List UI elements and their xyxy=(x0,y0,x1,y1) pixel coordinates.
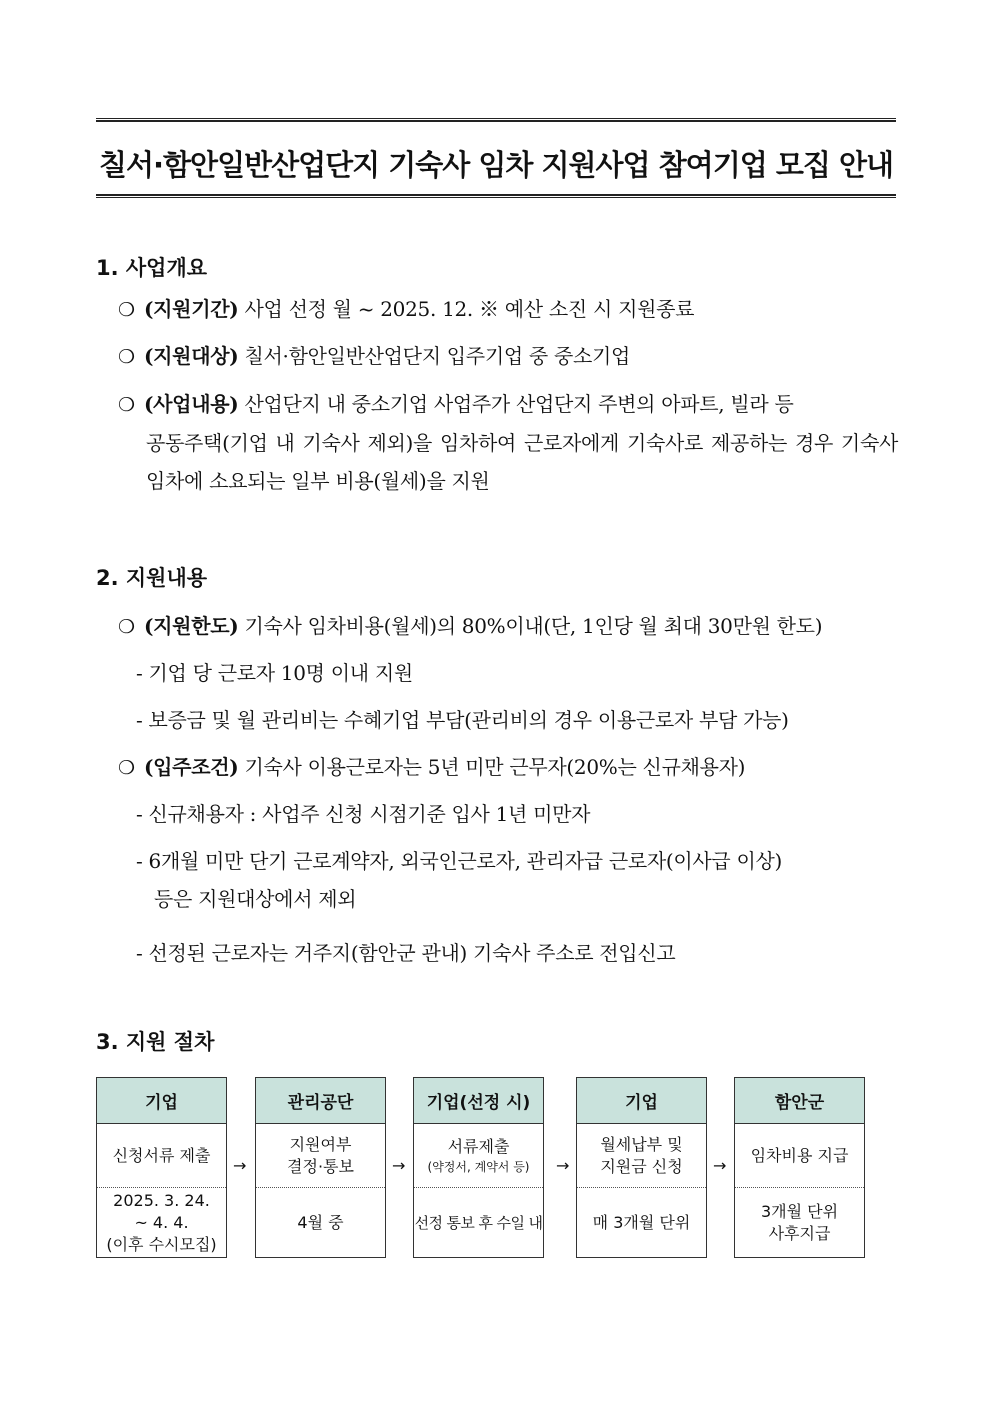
bullet-label: (입주조건) xyxy=(144,755,239,779)
bullet-text: 사업 선정 월 ~ 2025. 12. ※ 예산 소진 시 지원종료 xyxy=(244,297,695,321)
title-box xyxy=(96,118,896,198)
circle-bullet-icon: ❍ xyxy=(118,346,135,368)
step-action-line: 서류제출 xyxy=(447,1136,510,1156)
step-action-line: 임차비용 지급 xyxy=(750,1145,849,1165)
step-actor: 기업(선정 시) xyxy=(414,1078,543,1124)
bullet-label: (지원한도) xyxy=(144,614,239,638)
step-action xyxy=(577,1124,706,1188)
step-action xyxy=(97,1124,226,1188)
step-timing-line: 사후지급 xyxy=(768,1223,831,1243)
dash-item: - 기업 당 근로자 10명 이내 지원 xyxy=(136,661,413,685)
step-action-line: 지원여부 xyxy=(289,1134,352,1154)
section-3-heading: 3. 지원 절차 xyxy=(96,1030,215,1054)
bullet-label: (지원대상) xyxy=(144,344,239,368)
circle-bullet-icon: ❍ xyxy=(118,757,135,779)
page-title: 칠서·함안일반산업단지 기숙사 임차 지원사업 참여기업 모집 안내 xyxy=(99,148,893,182)
step-action xyxy=(735,1124,864,1188)
process-step xyxy=(413,1077,544,1258)
dash-item: - 신규채용자 : 사업주 신청 시점기준 입사 1년 미만자 xyxy=(136,802,591,826)
step-timing-line: 4월 중 xyxy=(297,1212,344,1232)
bullet-support-limit xyxy=(118,607,898,646)
step-timing-line: 3개월 단위 xyxy=(760,1201,839,1221)
bullet-support-period xyxy=(118,290,898,329)
bullet-continuation: 공동주택(기업 내 기숙사 제외)을 임차하여 근로자에게 기숙사로 제공하는 경우 기숙사 임차에 소요되는 일부 비용(월세)을 지원 xyxy=(146,431,898,493)
arrow-right-icon: → xyxy=(556,1156,570,1175)
dash-text: - 6개월 미만 단기 근로계약자, 외국인근로자, 관리자급 근로자(이사급 이상) xyxy=(136,849,783,873)
bullet-text: 기숙사 임차비용(월세)의 80%이내(단, 1인당 월 최대 30만원 한도) xyxy=(244,614,823,638)
title-rule-bottom xyxy=(96,194,896,195)
step-actor: 기업 xyxy=(577,1078,706,1124)
step-action-line: 지원금 신청 xyxy=(600,1156,683,1176)
step-timing-line: (이후 수시모집) xyxy=(106,1234,217,1254)
step-actor: 관리공단 xyxy=(256,1078,385,1124)
section-1-heading: 1. 사업개요 xyxy=(96,256,208,280)
step-timing xyxy=(256,1188,385,1257)
bullet-residence-condition xyxy=(118,748,898,787)
bullet-text: 산업단지 내 중소기업 사업주가 산업단지 주변의 아파트, 빌라 등 xyxy=(244,392,794,416)
step-actor: 기업 xyxy=(97,1078,226,1124)
step-action-note: (약정서, 계약서 등) xyxy=(427,1159,530,1174)
step-timing-line: ~ 4. 4. xyxy=(134,1212,189,1232)
step-action xyxy=(256,1124,385,1188)
process-step xyxy=(734,1077,865,1258)
step-timing xyxy=(97,1188,226,1257)
step-actor: 함안군 xyxy=(735,1078,864,1124)
arrow-right-icon: → xyxy=(713,1156,727,1175)
circle-bullet-icon: ❍ xyxy=(118,616,135,638)
step-action-line: 결정·통보 xyxy=(287,1156,354,1176)
step-timing xyxy=(735,1188,864,1257)
bullet-label: (사업내용) xyxy=(144,392,239,416)
step-action-line: 신청서류 제출 xyxy=(112,1145,211,1165)
step-action xyxy=(414,1124,543,1188)
arrow-right-icon: → xyxy=(392,1156,406,1175)
process-step xyxy=(576,1077,707,1258)
bullet-business-content xyxy=(118,385,898,500)
process-step xyxy=(255,1077,386,1258)
dash-item xyxy=(136,842,898,918)
process-step xyxy=(96,1077,227,1258)
arrow-right-icon: → xyxy=(233,1156,247,1175)
step-timing-line: 매 3개월 단위 xyxy=(592,1212,691,1232)
circle-bullet-icon: ❍ xyxy=(118,299,135,321)
step-action-line: 월세납부 및 xyxy=(600,1134,683,1154)
bullet-support-target xyxy=(118,337,898,376)
dash-item: - 선정된 근로자는 거주지(함안군 관내) 기숙사 주소로 전입신고 xyxy=(136,941,676,965)
section-2-heading: 2. 지원내용 xyxy=(96,566,208,590)
step-timing xyxy=(577,1188,706,1257)
step-timing-line: 2025. 3. 24. xyxy=(113,1190,210,1210)
dash-item: - 보증금 및 월 관리비는 수혜기업 부담(관리비의 경우 이용근로자 부담 가능) xyxy=(136,708,789,732)
title-rule-top xyxy=(96,121,896,122)
dash-continuation: 등은 지원대상에서 제외 xyxy=(154,887,357,911)
circle-bullet-icon: ❍ xyxy=(118,394,135,416)
bullet-text: 칠서·함안일반산업단지 입주기업 중 중소기업 xyxy=(244,344,631,368)
bullet-label: (지원기간) xyxy=(144,297,239,321)
step-timing xyxy=(414,1188,543,1257)
bullet-text: 기숙사 이용근로자는 5년 미만 근무자(20%는 신규채용자) xyxy=(244,755,746,779)
step-timing-line: 선정 통보 후 수일 내 xyxy=(414,1213,543,1232)
